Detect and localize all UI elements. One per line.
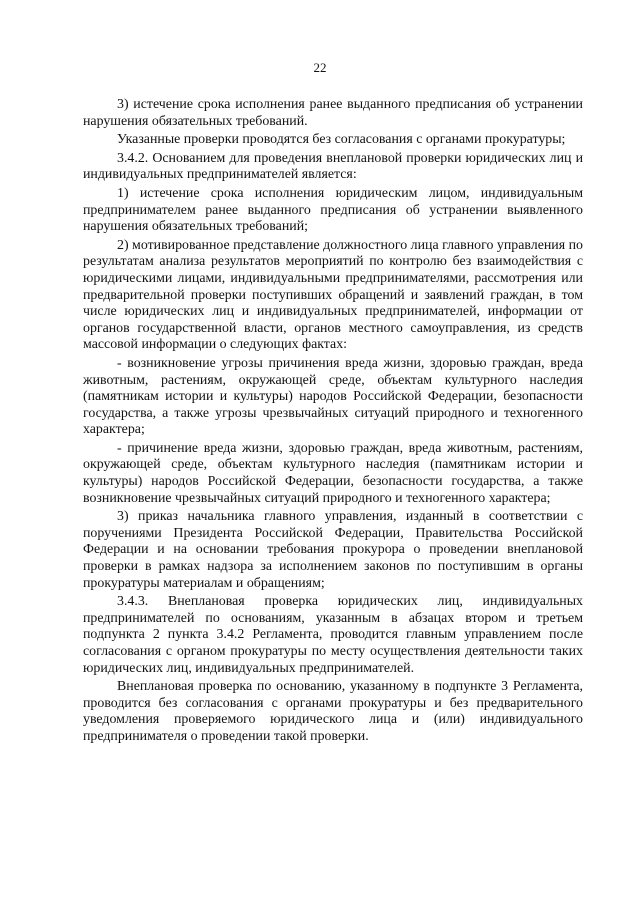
paragraph: Внеплановая проверка по основанию, указанному в подпункте 3 Регламента, проводится без согласования с органами прокуратуры и без предварительного уведомления проверяемого юридического лица и (или) индивидуального предпринимателя о проведении такой проверки. bbox=[83, 679, 583, 744]
list-item: 1) истечение срока исполнения юридическим лицом, индивидуальным предпринимателем ранее выданного предписания об устранении выявленного нарушения обязательных требований; bbox=[83, 185, 583, 235]
page-number: 22 bbox=[313, 60, 327, 75]
document-body bbox=[83, 97, 583, 748]
paragraph: 3.4.2. Основанием для проведения внеплановой проверки юридических лиц и индивидуальных предпринимателей является: bbox=[83, 150, 583, 183]
list-item: 3) приказ начальника главного управления, изданный в соответствии с поручениями Президента Российской Федерации, Правительства Российской Федерации и на основании требования прокурора о проведении внеплановой проверки в рамках надзора за исполнением законов по поступившим в органы прокуратуры материалам и обращениям; bbox=[83, 509, 583, 591]
dash-item: - причинение вреда жизни, здоровью граждан, вреда животным, растениям, окружающей среде, объектам культурного наследия (памятникам истории и культуры) народов Российской Федерации, безопасности государства, а также возникновение чрезвычайных ситуаций природного и техногенного характера; bbox=[83, 440, 583, 506]
paragraph: 3.4.3. Внеплановая проверка юридических лиц, индивидуальных предпринимателей по основаниям, указанным в абзацах втором и третьем подпункта 2 пункта 3.4.2 Регламента, проводится главным управлением после согласования с органом прокуратуры по месту осуществления деятельности таких юридических лиц, индивидуальных предпринимателей. bbox=[83, 594, 583, 676]
list-item: 2) мотивированное представление должностного лица главного управления по результатам анализа результатов мероприятий по контролю без взаимодействия с юридическими лицами, индивидуальными предпринимателями, рассмотрения или предварительной проверки поступивших обращений и заявлений граждан, в том числе юридических лиц и индивидуальных предпринимателей, информации от органов государственной власти, органов местного самоуправления, из средств массовой информации о следующих фактах: bbox=[83, 237, 583, 353]
paragraph: 3) истечение срока исполнения ранее выданного предписания об устранении нарушения обязательных требований. bbox=[83, 97, 583, 129]
paragraph: Указанные проверки проводятся без согласования с органами прокуратуры; bbox=[117, 132, 566, 148]
dash-item: - возникновение угрозы причинения вреда жизни, здоровью граждан, вреда животным, растениям, окружающей среде, объектам культурного наследия (памятникам истории и культуры) народов Российской Федерации, безопасности государства, а также угрозы чрезвычайных ситуаций природного и техногенного характера; bbox=[83, 355, 583, 438]
